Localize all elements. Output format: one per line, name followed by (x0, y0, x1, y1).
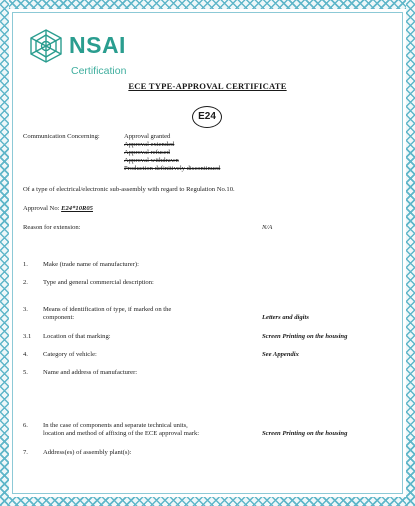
item-3-number: 3. (23, 306, 28, 313)
communication-option-discontinued: Production definitively discontinued (124, 165, 221, 172)
border-top (0, 0, 415, 9)
nsai-emblem-icon (28, 28, 64, 64)
item-1-label: Make (trade name of manufacturer): (43, 261, 139, 268)
item-6-number: 6. (23, 422, 28, 429)
item-3-value: Letters and digits (262, 314, 309, 321)
item-5-number: 5. (23, 369, 28, 376)
certificate-title: ECE TYPE-APPROVAL CERTIFICATE (128, 81, 287, 91)
item-5-label: Name and address of manufacturer: (43, 369, 138, 376)
logo-wordmark: NSAI (69, 32, 126, 58)
item-6-value: Screen Printing on the housing (262, 430, 348, 437)
item-3-1-value: Screen Printing on the housing (262, 333, 348, 340)
item-4-value: See Appendix (262, 351, 299, 358)
item-2-number: 2. (23, 279, 28, 286)
item-7-label: Address(es) of assembly plant(s): (43, 449, 132, 456)
border-left (0, 0, 9, 506)
communication-option-refused: Approval refused (124, 149, 170, 156)
type-statement: Of a type of electrical/electronic sub-assembly with regard to Regulation No.10. (23, 186, 235, 193)
reason-label: Reason for extension: (23, 224, 81, 231)
nsai-logo (28, 26, 138, 82)
communication-label: Communication Concerning: (23, 133, 100, 140)
border-bottom (0, 497, 415, 506)
approval-number-value: E24*10R05 (61, 205, 93, 212)
item-6-label-line2: location and method of affixing of the ECE approval mark: (43, 430, 200, 437)
item-7-number: 7. (23, 449, 28, 456)
approval-number-label: Approval No: (23, 205, 60, 212)
communication-option-granted: Approval granted (124, 133, 171, 140)
item-3-label-line1: Means of identification of type, if marked on the (43, 306, 172, 313)
item-3-label-line2: component: (43, 314, 75, 321)
communication-option-withdrawn: Approval withdrawn (124, 157, 179, 164)
item-6-label-line1: In the case of components and separate technical units, (43, 422, 188, 429)
item-4-label: Category of vehicle: (43, 351, 97, 358)
border-right (406, 0, 415, 506)
item-1-number: 1. (23, 261, 28, 268)
e24-approval-mark: E24 (192, 106, 222, 128)
communication-option-extended: Approval extended (124, 141, 175, 148)
approval-number (23, 205, 93, 213)
logo-subtitle: Certification (71, 65, 127, 77)
reason-value: N/A (262, 224, 273, 231)
item-2-label: Type and general commercial description: (43, 279, 154, 286)
item-4-number: 4. (23, 351, 28, 358)
item-3-1-number: 3.1 (23, 333, 32, 340)
item-3-1-label: Location of that marking: (43, 333, 111, 340)
